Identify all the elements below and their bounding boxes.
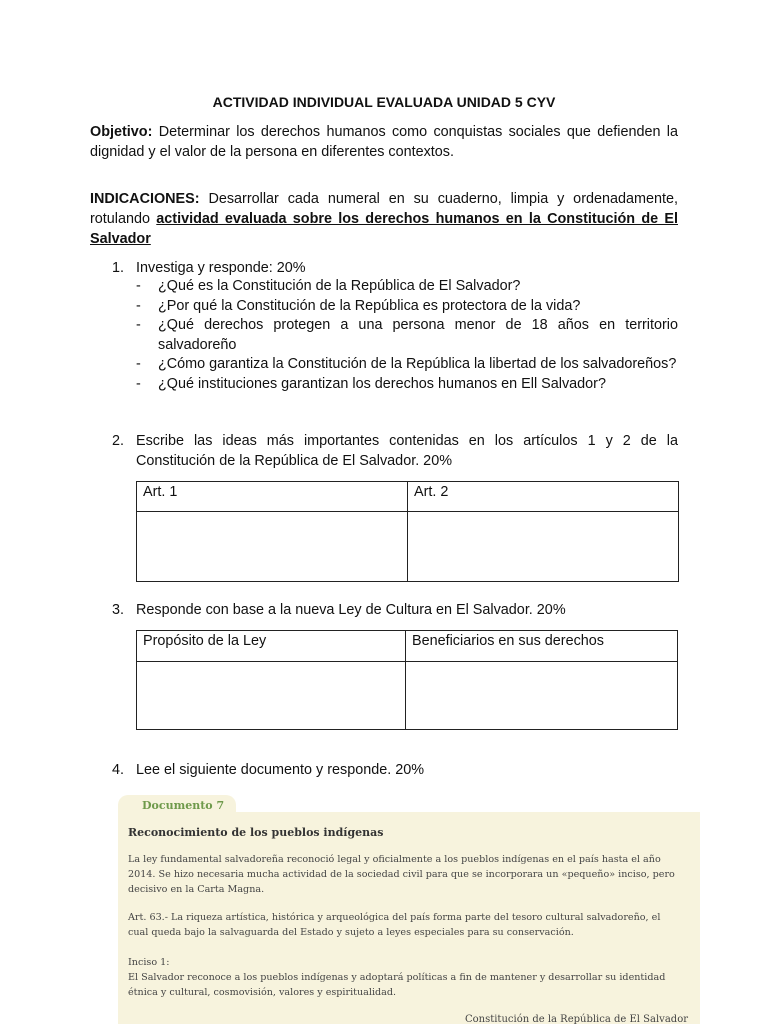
item-3: [112, 600, 678, 620]
instructions-text: Desarrollar cada numeral en su cuaderno, limpia y ordenadamente, rotulando: [90, 191, 678, 227]
document-paragraph: Inciso 1:: [128, 957, 170, 968]
item-text: Investiga y responde: 20%: [136, 260, 306, 276]
item-number: 2.: [112, 433, 125, 449]
question-item: - ¿Por qué la Constitución de la República es protectora de la vida?: [136, 297, 581, 314]
objective-label: Objetivo:: [90, 124, 153, 140]
table-empty-cell[interactable]: [406, 662, 678, 730]
question-item: - ¿Qué derechos protegen a una persona menor de 18 años en territorio salvadoreño: [136, 317, 678, 353]
item-number: 4.: [112, 762, 125, 778]
articles-table: [136, 481, 679, 582]
instructions-emphasis: actividad evaluada sobre los derechos humanos en la Constitución de El Salvador: [90, 211, 678, 247]
table-empty-cell[interactable]: [137, 512, 408, 582]
document-paragraph: Art. 63.- La riqueza artística, histórica y arqueológica del país forma parte del tesoro cultural salvadoreño, el cual queda bajo la salvaguarda del Estado y sujeto a leyes especiales para su conservación.: [128, 912, 661, 938]
table-header-cell: Propósito de la Ley: [137, 631, 406, 662]
objective-text: Determinar los derechos humanos como conquistas sociales que defienden la dignidad y el valor de la persona en diferentes contextos.: [90, 124, 678, 160]
item-text: Escribe las ideas más importantes contenidas en los artículos 1 y 2 de la Constitución de la República de El Salvador. 20%: [136, 433, 678, 469]
question-item: - ¿Qué instituciones garantizan los derechos humanos en Ell Salvador?: [136, 375, 606, 392]
item-text: Responde con base a la nueva Ley de Cultura en El Salvador. 20%: [136, 602, 566, 618]
item-number: 1.: [112, 260, 125, 276]
culture-law-table: [136, 630, 678, 730]
table-empty-cell[interactable]: [408, 512, 679, 582]
instructions-label: INDICACIONES:: [90, 191, 200, 207]
objective-paragraph: [90, 122, 678, 162]
table-header-cell: Beneficiarios en sus derechos: [406, 631, 678, 662]
item-2: [112, 431, 678, 471]
document-tab-label: Documento 7: [142, 799, 225, 812]
table-header-cell: Art. 2: [408, 482, 679, 512]
document-source: Constitución de la República de El Salvador: [464, 1014, 688, 1025]
item-1-questions: [136, 277, 678, 394]
table-header-cell: Art. 1: [137, 482, 408, 512]
item-1: [112, 258, 678, 278]
instructions-paragraph: [90, 189, 678, 249]
page-title: ACTIVIDAD INDIVIDUAL EVALUADA UNIDAD 5 CYV: [212, 94, 556, 110]
question-item: - ¿Cómo garantiza la Constitución de la República la libertad de los salvadoreños?: [136, 356, 677, 372]
item-number: 3.: [112, 602, 125, 618]
document-paragraph: La ley fundamental salvadoreña reconoció legal y oficialmente a los pueblos indígenas en el país hasta el año 2014. Se hizo necesaria mucha actividad de la sociedad civil para que se incorporara un «pequeño» inciso, pero decisivo en la Carta Magna.: [128, 854, 675, 895]
item-4: [112, 760, 678, 780]
document-paragraph: El Salvador reconoce a los pueblos indígenas y adoptará políticas a fin de mantener y desarrollar su identidad étnica y cultural, cosmovisión, valores y espiritualidad.: [128, 972, 666, 998]
document-heading: Reconocimiento de los pueblos indígenas: [128, 826, 384, 839]
item-text: Lee el siguiente documento y responde. 20%: [136, 762, 425, 778]
question-item: - ¿Qué es la Constitución de la República de El Salvador?: [136, 278, 521, 294]
table-empty-cell[interactable]: [137, 662, 406, 730]
